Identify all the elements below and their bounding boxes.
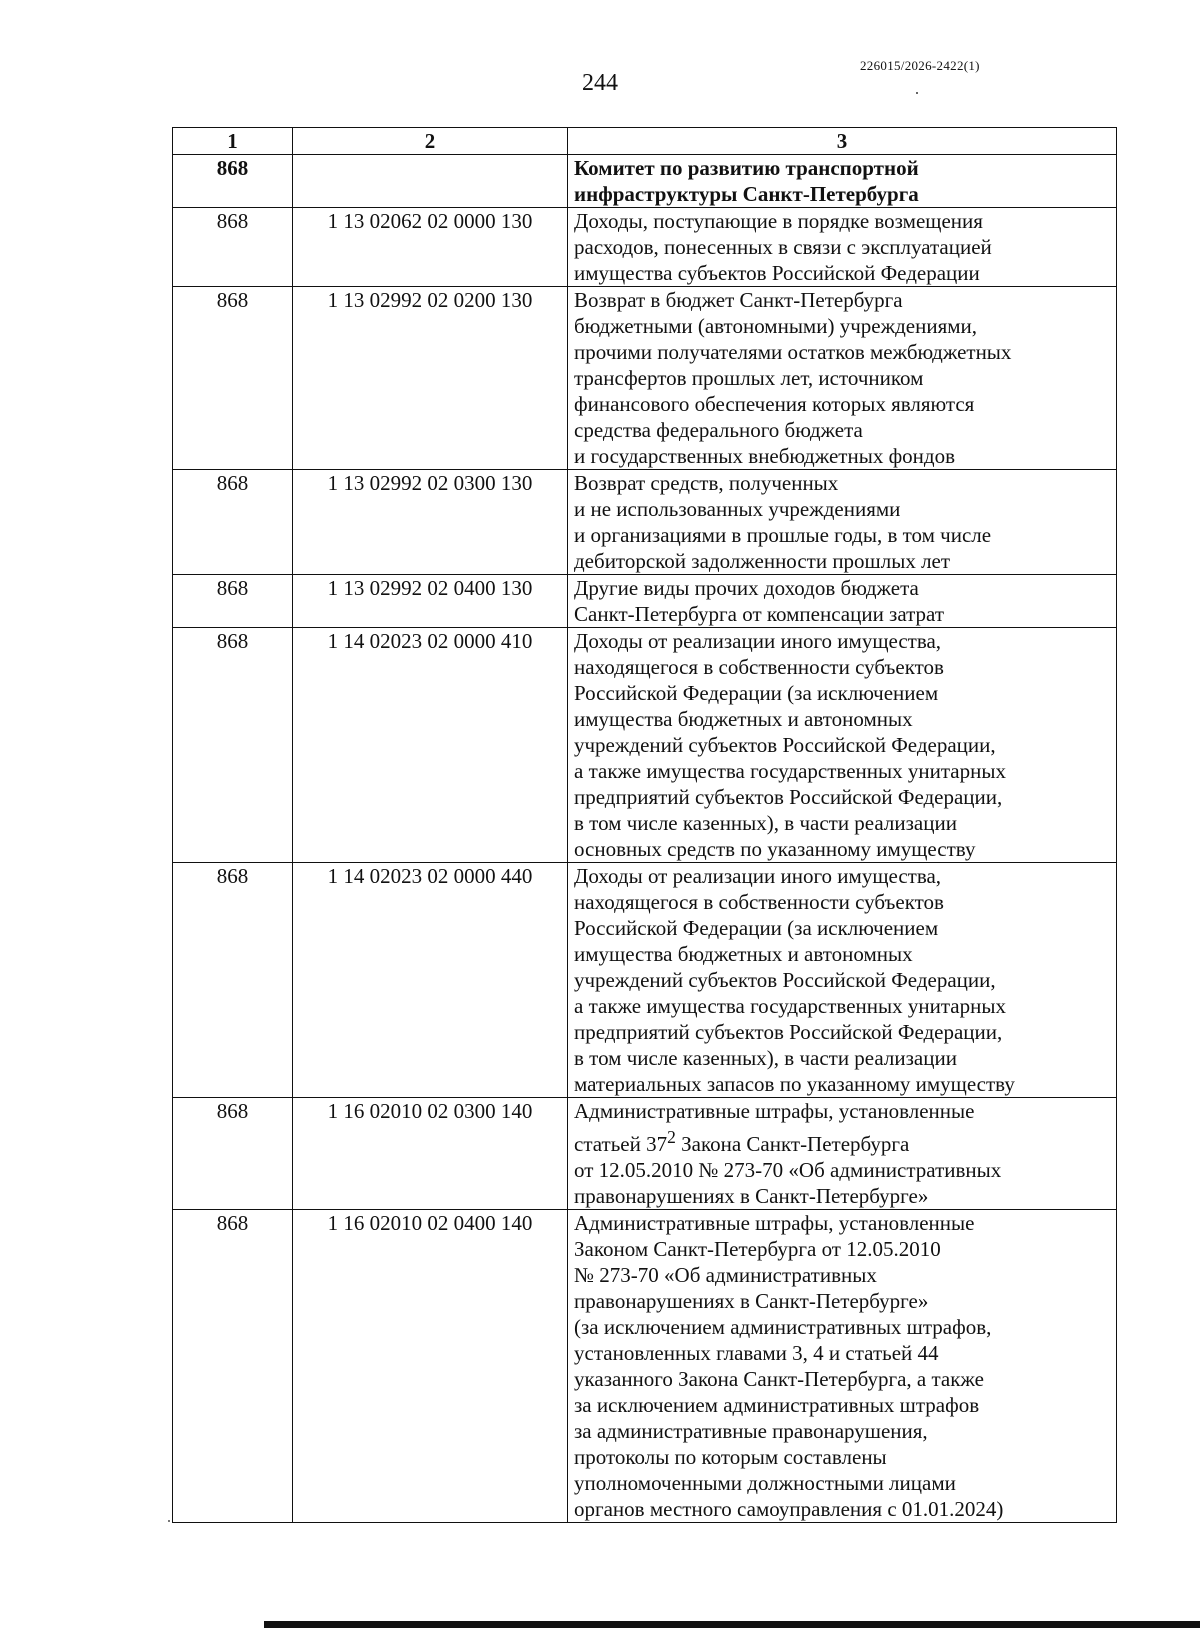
table-row (173, 1210, 1117, 1523)
revenue-name-cell: Доходы, поступающие в порядке возмещения расходов, понесенных в связи с эксплуатацией имущества субъектов Российской Федерации (568, 208, 1117, 287)
table-row (173, 287, 1117, 470)
admin-code-cell: 868 (173, 575, 293, 628)
scan-artifact (168, 1520, 170, 1522)
empty-cell (293, 155, 568, 208)
administrator-code: 868 (173, 155, 293, 208)
revenue-name-text-part: Административные штрафы, установленные статьей 37 (574, 1099, 975, 1156)
table-row (173, 208, 1117, 287)
column-number-row (173, 128, 1117, 155)
kbk-code-cell: 1 14 02023 02 0000 440 (293, 863, 568, 1098)
kbk-code-cell: 1 13 02992 02 0200 130 (293, 287, 568, 470)
admin-code-cell: 868 (173, 287, 293, 470)
page-number: 244 (582, 70, 618, 96)
revenue-name-cell: Возврат в бюджет Санкт-Петербурга бюджетными (автономными) учреждениями, прочими получателями остатков межбюджетных трансфертов прошлых лет, источником финансового обеспечения которых являются средства федерального бюджета и государственных внебюджетных фондов (568, 287, 1117, 470)
scan-edge-bar (264, 1621, 1200, 1628)
table-row (173, 470, 1117, 575)
revenue-codes-table (172, 127, 1117, 1523)
admin-code-cell: 868 (173, 208, 293, 287)
admin-code-cell: 868 (173, 628, 293, 863)
kbk-code-cell: 1 16 02010 02 0300 140 (293, 1098, 568, 1210)
revenue-name-cell: Доходы от реализации иного имущества, находящегося в собственности субъектов Российской Федерации (за исключением имущества бюджетных и автономных учреждений субъектов Российской Федерации, а также имущества государственных унитарных предприятий субъектов Российской Федерации, в том числе казенных), в части реализации материальных запасов по указанному имуществу (568, 863, 1117, 1098)
revenue-name-cell: Доходы от реализации иного имущества, находящегося в собственности субъектов Российской Федерации (за исключением имущества бюджетных и автономных учреждений субъектов Российской Федерации, а также имущества государственных унитарных предприятий субъектов Российской Федерации, в том числе казенных), в части реализации основных средств по указанному имуществу (568, 628, 1117, 863)
table-row (173, 575, 1117, 628)
revenue-name-cell: Другие виды прочих доходов бюджета Санкт-Петербурга от компенсации затрат (568, 575, 1117, 628)
administrator-row (173, 155, 1117, 208)
table-row (173, 628, 1117, 863)
admin-code-cell: 868 (173, 863, 293, 1098)
document-registration-code: 226015/2026-2422(1) (860, 58, 980, 73)
kbk-code-cell: 1 13 02062 02 0000 130 (293, 208, 568, 287)
revenue-name-cell: Административные штрафы, установленные Законом Санкт-Петербурга от 12.05.2010 № 273-70 «Об административных правонарушениях в Санкт-Петербурге» (за исключением административных штрафов, установленных главами 3, 4 и статьей 44 указанного Закона Санкт-Петербурга, а также за исключением административных штрафов за административные правонарушения, протоколы по которым составлены уполномоченными должностными лицами органов местного самоуправления с 01.01.2024) (568, 1210, 1117, 1523)
admin-code-cell: 868 (173, 1098, 293, 1210)
administrator-name: Комитет по развитию транспортной инфраструктуры Санкт-Петербурга (568, 155, 1117, 208)
admin-code-cell: 868 (173, 1210, 293, 1523)
column-header-2: 2 (293, 128, 568, 155)
kbk-code-cell: 1 14 02023 02 0000 410 (293, 628, 568, 863)
revenue-name-cell: Возврат средств, полученных и не использованных учреждениями и организациями в прошлые годы, в том числе дебиторской задолженности прошлых лет (568, 470, 1117, 575)
revenue-name-text-part: Закона Санкт-Петербурга от 12.05.2010 № 273-70 «Об административных правонарушениях в Санкт-Петербурге» (574, 1132, 1002, 1208)
revenue-name-cell (568, 1098, 1117, 1210)
table-row (173, 863, 1117, 1098)
column-header-3: 3 (568, 128, 1117, 155)
article-superscript: 2 (667, 1127, 676, 1147)
kbk-code-cell: 1 13 02992 02 0400 130 (293, 575, 568, 628)
kbk-code-cell: 1 16 02010 02 0400 140 (293, 1210, 568, 1523)
admin-code-cell: 868 (173, 470, 293, 575)
kbk-code-cell: 1 13 02992 02 0300 130 (293, 470, 568, 575)
scan-artifact (916, 92, 918, 94)
column-header-1: 1 (173, 128, 293, 155)
table-row (173, 1098, 1117, 1210)
